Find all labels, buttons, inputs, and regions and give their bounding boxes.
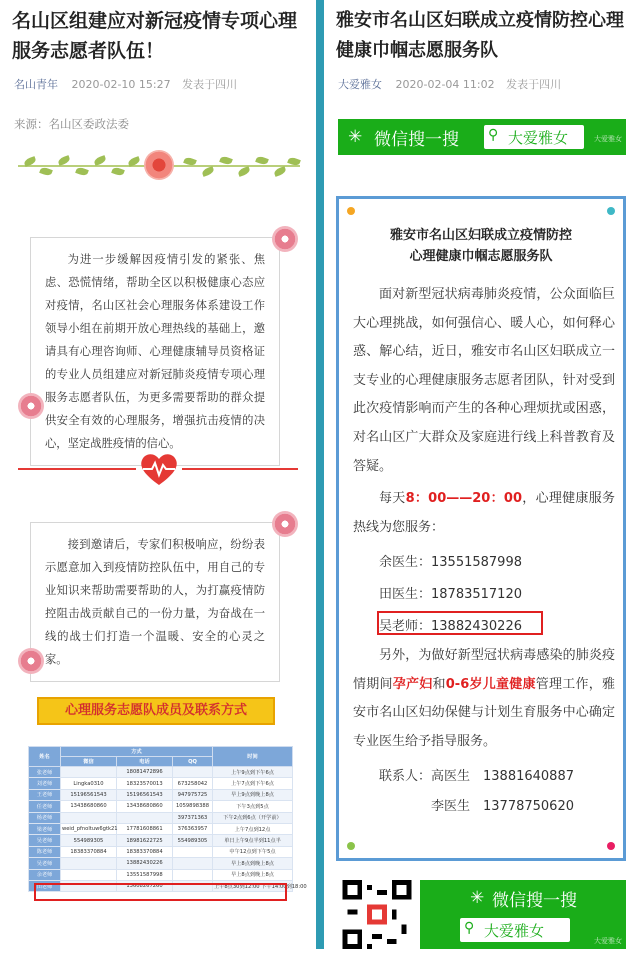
- contact-person: 联系人：高医生 13881640887: [379, 769, 574, 784]
- cell-time: 下午2点到6点（开学前）: [213, 812, 293, 823]
- watermark-tag: 大爱雅女: [594, 135, 622, 143]
- header-time: 时间: [213, 747, 293, 767]
- header-name: 姓名: [29, 747, 61, 767]
- rose-icon: [144, 150, 174, 180]
- wechat-search-bar[interactable]: [338, 119, 626, 155]
- cell-name: 余老师: [29, 869, 61, 880]
- cell-phone: 18323570013: [117, 778, 173, 789]
- wechat-search-icon: ✳: [470, 888, 485, 908]
- cell-name: 张老师: [29, 767, 61, 778]
- table-row: [29, 789, 293, 800]
- cell-time: 上午7点到12点: [213, 823, 293, 834]
- decor-dot: [607, 207, 615, 215]
- cell-name: 杨老师: [29, 812, 61, 823]
- cell-phone: 17781608861: [117, 823, 173, 834]
- table-row: [29, 823, 293, 834]
- cell-time: 上午8点30到12:00 下午14:00到18:00: [213, 880, 293, 891]
- highlight-box: [34, 883, 287, 901]
- table-row: [29, 869, 293, 880]
- cell-wechat: 554989305: [61, 835, 117, 846]
- heartbeat-icon: [139, 451, 179, 487]
- article-meta: [324, 76, 640, 92]
- response-paragraph: 接到邀请后，专家们积极响应，纷纷表示愿意加入到疫情防控队伍中，用自己的专业知识来帮助需要帮助的人，为打赢疫情防控阻击战贡献自己的一份力量，为奋战在一线的战士们打造一个温暖、安全的心灵之家。: [45, 538, 265, 666]
- table-row: [29, 835, 293, 846]
- cell-qq: [173, 858, 213, 869]
- flower-icon: [18, 393, 44, 419]
- wechat-search-input[interactable]: [460, 918, 570, 942]
- article-title: 雅安市名山区妇联成立疫情防控心理健康巾帼志愿服务队: [336, 10, 624, 61]
- hotline-paragraph: [353, 485, 615, 542]
- cell-time: 中午12点到下午5点: [213, 846, 293, 857]
- cell-wechat: Lingka0310: [61, 778, 117, 789]
- table-row: [29, 858, 293, 869]
- cell-name: 刘老师: [29, 778, 61, 789]
- search-icon: ⚲: [488, 127, 499, 143]
- divider-line: [182, 468, 298, 470]
- decor-dot: [347, 207, 355, 215]
- divider-line: [18, 468, 136, 470]
- cell-phone: 13551587998: [117, 869, 173, 880]
- cell-qq: [173, 767, 213, 778]
- vine-divider: [18, 146, 300, 186]
- cell-qq: [173, 846, 213, 857]
- maternal-paragraph: 另外，为做好新型冠状病毒感染的肺炎疫情期间孕产妇和0-6岁儿童健康管理工作，雅安市名山区妇幼保健与计划生育服务中心确定专业医生给予指导服务。: [353, 648, 615, 749]
- cell-time: 上午9点到下午6点: [213, 767, 293, 778]
- header-wechat: 微信: [61, 757, 117, 767]
- flower-icon: [272, 226, 298, 252]
- cell-wechat: 13438680860: [61, 801, 117, 812]
- poster-paragraph: 面对新型冠状病毒肺炎疫情，公众面临巨大心理挑战，如何强信心、暖人心，如何释心惑、解心结，近日，雅安市名山区妇联成立一支专业的心理健康服务志愿者团队，针对受到此次疫情影响而产生的各种心理烦扰或困惑，对名山区广大群众及家庭进行线上科普教育及答疑。: [353, 287, 615, 474]
- decor-dot: [347, 842, 355, 850]
- cell-time: 早上8点到晚上8点: [213, 858, 293, 869]
- volunteer-list-banner: 心理服务志愿队成员及联系方式: [37, 697, 275, 725]
- cell-qq: 947975725: [173, 789, 213, 800]
- cell-phone: 13438680860: [117, 801, 173, 812]
- header-method: 方式: [61, 747, 213, 757]
- wechat-search-icon: ✳: [348, 127, 363, 147]
- contact-person: 李医生 13778750620: [431, 799, 574, 814]
- article-title: 名山区组建应对新冠疫情专项心理服务志愿者队伍！: [12, 10, 298, 62]
- cell-name: 吴老师: [29, 858, 61, 869]
- table-row: [29, 846, 293, 857]
- decor-dot: [607, 842, 615, 850]
- publish-time: 2020-02-10 15:27: [71, 78, 171, 91]
- account-name-link[interactable]: 大爱雅女: [338, 78, 382, 91]
- cell-name: 陈老师: [29, 846, 61, 857]
- cell-qq: [173, 869, 213, 880]
- poster-title-line1: 雅安市名山区妇联成立疫情防控: [389, 228, 572, 243]
- cell-wechat: [61, 869, 117, 880]
- search-query: 大爱雅女: [508, 129, 569, 147]
- poster-title: [339, 225, 623, 267]
- cell-name: 任老师: [29, 801, 61, 812]
- cell-qq: 1059898388: [173, 801, 213, 812]
- table-row: [29, 767, 293, 778]
- left-article: [0, 0, 316, 949]
- cell-time: 下午3点到5点: [213, 801, 293, 812]
- flower-icon: [18, 648, 44, 674]
- wechat-search-bar[interactable]: [420, 880, 626, 949]
- cell-time: 早上9点到晚上8点: [213, 789, 293, 800]
- cell-wechat: 15196561543: [61, 789, 117, 800]
- publish-time: 2020-02-04 11:02: [395, 78, 495, 91]
- right-article: [324, 0, 640, 949]
- intro-card: [30, 237, 280, 466]
- cell-time: 上午7点到下午6点: [213, 778, 293, 789]
- wechat-search-label: 微信搜一搜: [374, 130, 459, 150]
- column-divider: [316, 0, 324, 949]
- doctor-contact: 田医生：18783517120: [379, 587, 522, 602]
- qr-code[interactable]: [342, 880, 412, 949]
- cell-wechat: [61, 858, 117, 869]
- response-card: [30, 522, 280, 682]
- header-phone: 电话: [117, 757, 173, 767]
- search-query: 大爱雅女: [484, 922, 545, 940]
- poster-intro: [353, 281, 615, 481]
- cell-phone: 13608267260: [117, 880, 173, 891]
- header-qq: QQ: [173, 757, 213, 767]
- doctor-contact: 余医生：13551587998: [379, 555, 522, 570]
- hotline-suffix: ，心理健康服务热线为您服务：: [353, 491, 615, 535]
- cell-phone: 18981622725: [117, 835, 173, 846]
- publish-location: 发表于四川: [506, 78, 562, 91]
- hotline-prefix: 每天: [379, 491, 406, 506]
- wechat-search-input[interactable]: [484, 125, 584, 149]
- cell-qq: 554989305: [173, 835, 213, 846]
- cell-phone: 18081472896: [117, 767, 173, 778]
- table-row: [29, 812, 293, 823]
- watermark-tag: 大爱雅女: [594, 937, 622, 945]
- poster: [336, 196, 626, 861]
- table-row: [29, 801, 293, 812]
- cell-name: 吴老师: [29, 835, 61, 846]
- cell-phone: 18383370884: [117, 846, 173, 857]
- cell-wechat: [61, 812, 117, 823]
- doctor-contact: 吴老师：13882430226: [379, 619, 522, 634]
- volunteer-contact-table: [28, 746, 307, 892]
- article-meta: [0, 76, 316, 92]
- search-icon: ⚲: [464, 920, 475, 936]
- cell-wechat: weid_pfnoltuw6gtk21: [61, 823, 117, 834]
- cell-time: 单日上午9点半到11点半: [213, 835, 293, 846]
- intro-paragraph: 为进一步缓解因疫情引发的紧张、焦虑、恐慌情绪，帮助全区以积极健康心态应对疫情，名山区社会心理服务体系建设工作领导小组在前期开放心理热线的基础上，邀请具有心理咨询师、心理健康辅导员资格证的专业人员组建应对新冠肺炎疫情专项心理服务志愿者队伍，为更多需要帮助的群众提供安全有效的心理服务，增强抗击疫情的决心，坚定战胜疫情的信心。: [45, 253, 265, 450]
- cell-qq: 397371363: [173, 812, 213, 823]
- cell-name: 田老师: [29, 880, 61, 891]
- poster-title-line2: 心理健康巾帼志愿服务队: [409, 249, 553, 264]
- cell-wechat: 18383370884: [61, 846, 117, 857]
- poster-hotline: [353, 485, 615, 542]
- table-row: [29, 778, 293, 789]
- flower-icon: [272, 511, 298, 537]
- highlight-box: [377, 611, 543, 635]
- account-name-link[interactable]: 名山青年: [14, 78, 58, 91]
- cell-time: 早上8点到晚上8点: [213, 869, 293, 880]
- article-source: 来源：名山区委政法委: [14, 117, 129, 131]
- hotline-time: 8：00——20：00: [405, 491, 523, 506]
- cell-phone: 13882430226: [117, 858, 173, 869]
- publish-location: 发表于四川: [182, 78, 238, 91]
- cell-phone: [117, 812, 173, 823]
- poster-maternal: [353, 642, 615, 756]
- cell-wechat: [61, 767, 117, 778]
- cell-phone: 15196561543: [117, 789, 173, 800]
- wechat-search-label: 微信搜一搜: [492, 891, 577, 911]
- cell-qq: 673258042: [173, 778, 213, 789]
- cell-name: 王老师: [29, 789, 61, 800]
- cell-qq: 376363957: [173, 823, 213, 834]
- cell-name: 梁老师: [29, 823, 61, 834]
